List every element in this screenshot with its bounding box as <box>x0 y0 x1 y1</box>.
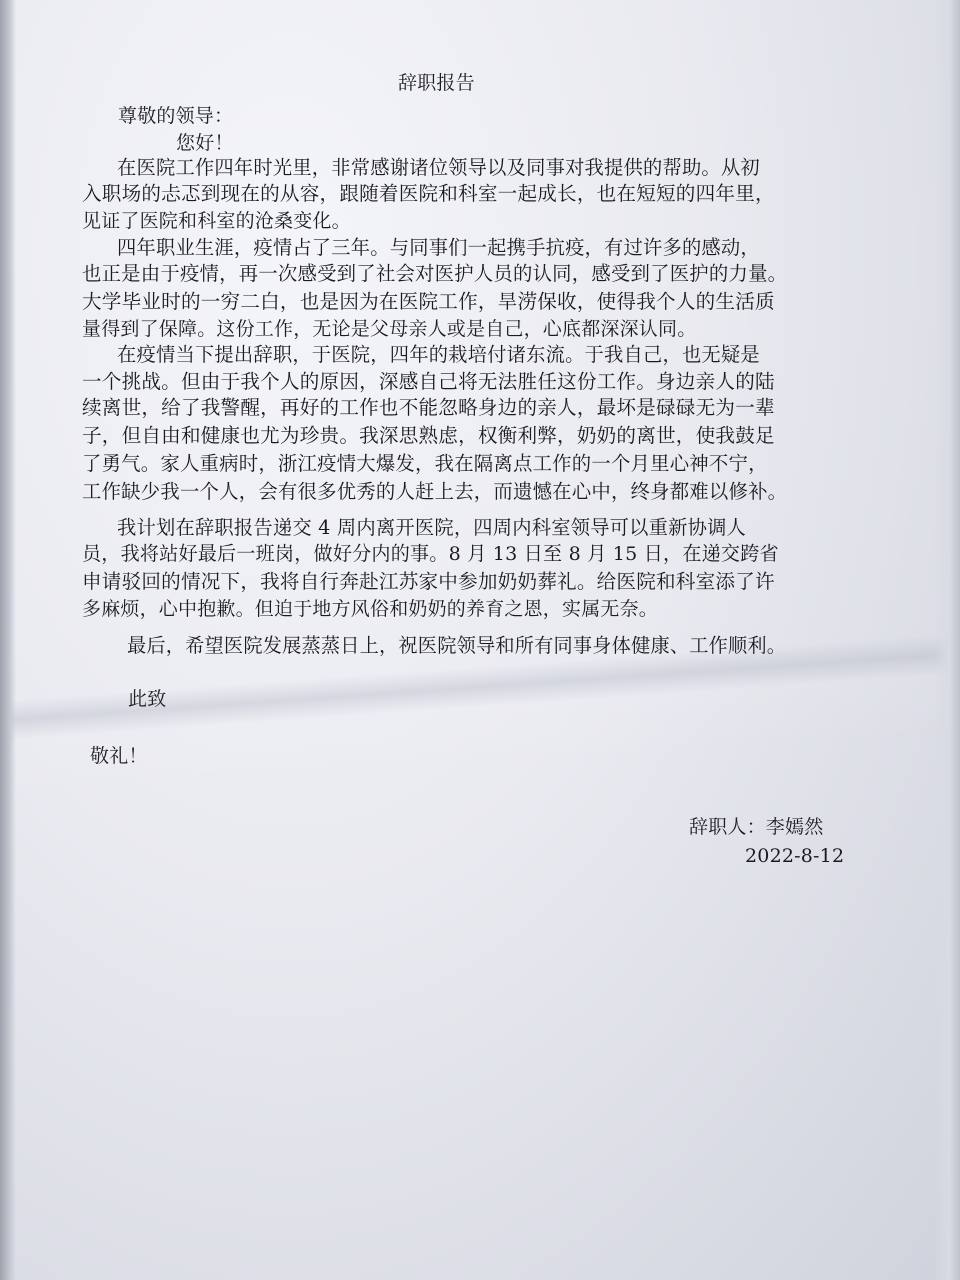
body-line: 一个挑战。但由于我个人的原因，深感自己将无法胜任这份工作。身边亲人的陆 <box>82 370 775 393</box>
body-line: 在医院工作四年时光里，非常感谢诸位领导以及同事对我提供的帮助。从初 <box>117 156 760 179</box>
signature-name: 辞职人：李嫣然 <box>689 816 824 838</box>
body-line: 了勇气。家人重病时，浙江疫情大爆发，我在隔离点工作的一个月里心神不宁， <box>82 452 768 475</box>
closing-respectfully: 此致 <box>128 688 167 710</box>
signature-date: 2022-8-12 <box>745 845 845 867</box>
body-line: 也正是由于疫情，再一次感受到了社会对医护人员的认同，感受到了医护的力量。 <box>82 262 788 285</box>
document-title: 辞职报告 <box>398 72 475 94</box>
body-line: 工作缺少我一个人，会有很多优秀的人赶上去，而遗憾在心中，终身都难以修补。 <box>82 480 788 503</box>
body-line: 在疫情当下提出辞职，于医院，四年的栽培付诸东流。于我自己，也无疑是 <box>117 343 760 366</box>
body-line: 大学毕业时的一穷二白，也是因为在医院工作，旱涝保收，使得我个人的生活质 <box>82 290 775 313</box>
body-line: 四年职业生涯，疫情占了三年。与同事们一起携手抗疫，有过许多的感动， <box>117 236 760 259</box>
body-line: 员，我将站好最后一班岗，做好分内的事。8 月 13 日至 8 月 15 日，在递交跨省 <box>82 542 779 565</box>
body-line: 续离世，给了我警醒，再好的工作也不能忽略身边的亲人，最坏是碌碌无为一辈 <box>82 396 775 419</box>
body-line: 入职场的忐忑到现在的从容，跟随着医院和科室一起成长，也在短短的四年里， <box>82 182 775 205</box>
greeting: 您好！ <box>176 132 234 154</box>
paper-fold-shadow-right <box>934 0 960 1280</box>
body-line: 量得到了保障。这份工作，无论是父母亲人或是自己，心底都深深认同。 <box>82 318 697 340</box>
closing-salute: 敬礼！ <box>90 745 148 767</box>
paper-fold-shadow-left <box>0 0 16 1280</box>
body-line: 申请驳回的情况下，我将自行奔赴江苏家中参加奶奶葬礼。给医院和科室添了许 <box>82 570 775 593</box>
body-line: 多麻烦，心中抱歉。但迫于地方风俗和奶奶的养育之恩，实属无奈。 <box>82 598 659 620</box>
body-line: 子，但自由和健康也尤为珍贵。我深思熟虑，权衡利弊，奶奶的离世，使我鼓足 <box>82 424 775 447</box>
body-line: 见证了医院和科室的沧桑变化。 <box>82 210 351 232</box>
salutation: 尊敬的领导： <box>118 105 234 127</box>
body-line: 我计划在辞职报告递交 4 周内离开医院，四周内科室领导可以重新协调人 <box>117 516 747 539</box>
body-line: 最后，希望医院发展蒸蒸日上，祝医院领导和所有同事身体健康、工作顺利。 <box>127 634 787 657</box>
